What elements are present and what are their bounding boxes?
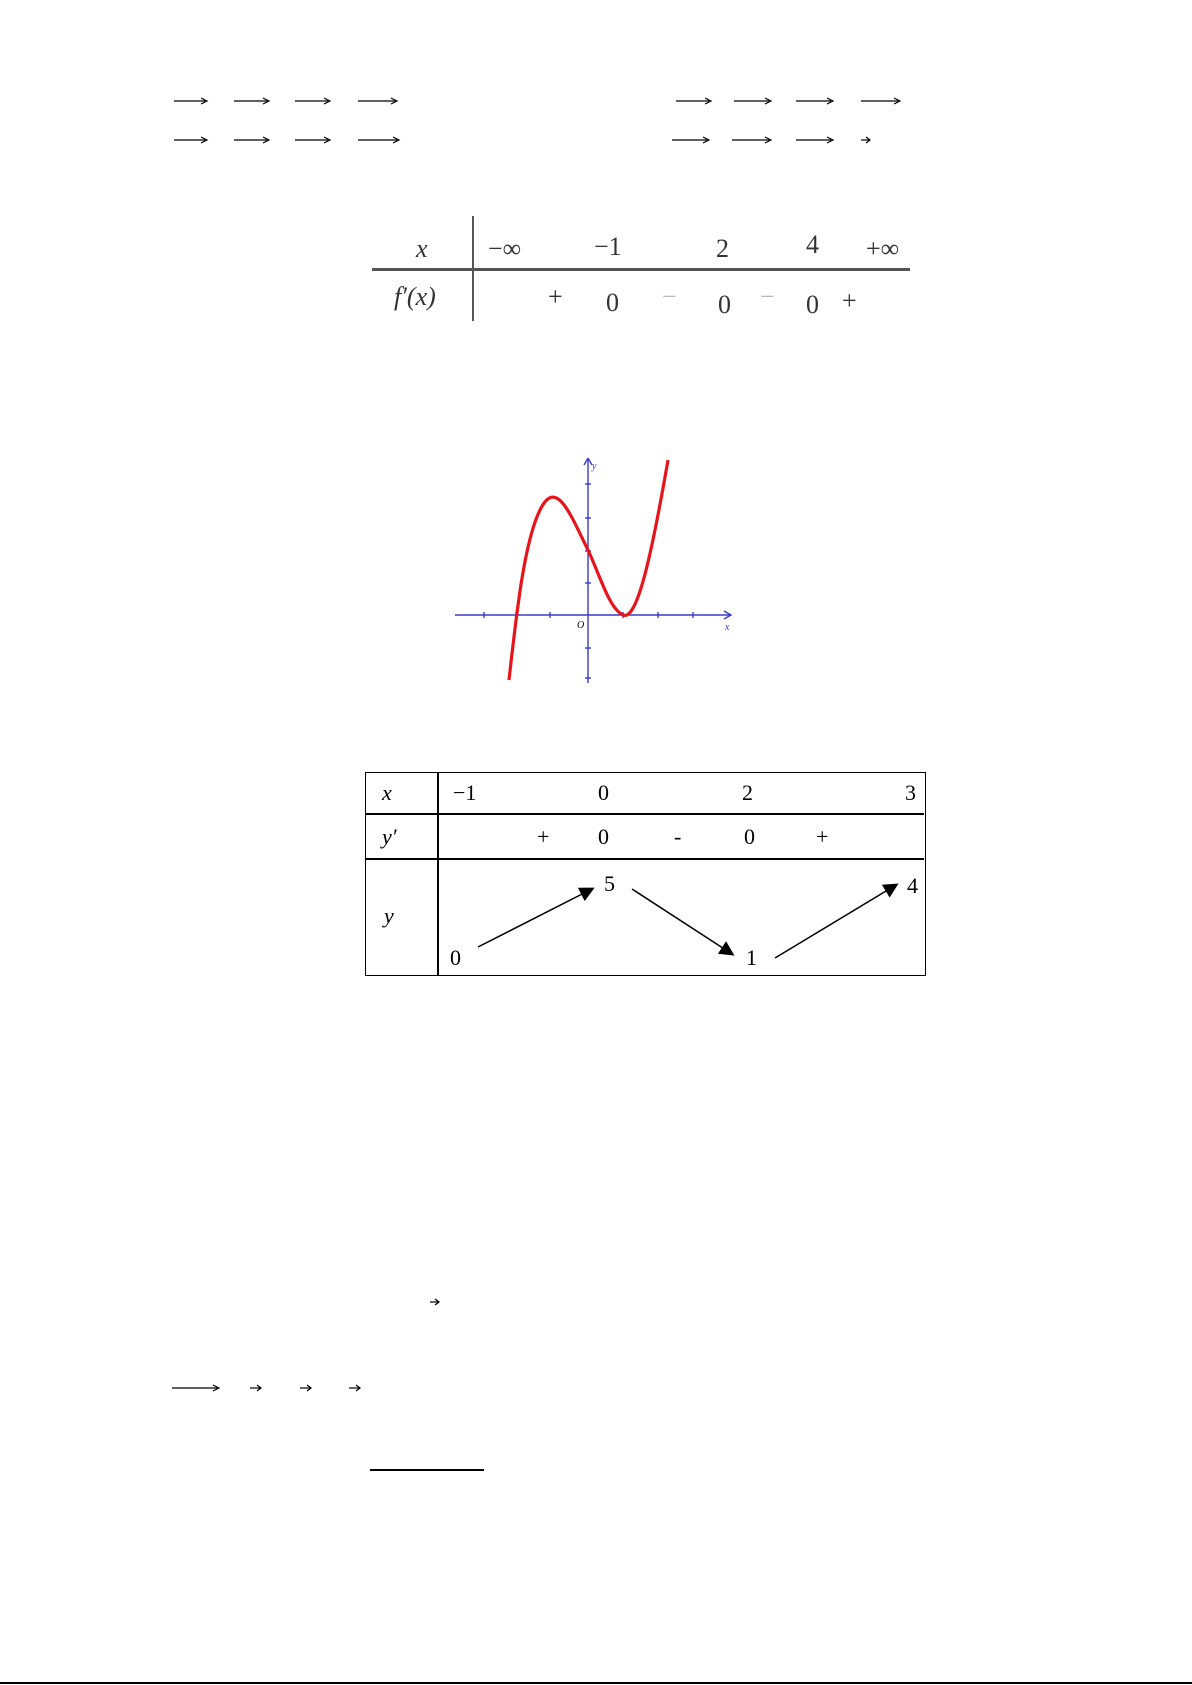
sign-table-x-value: −1: [594, 232, 622, 261]
graph-y-label: y: [592, 461, 597, 472]
variation-yprime-sign: +: [816, 824, 829, 849]
vector-arrow: [234, 135, 270, 145]
variation-y-value: 5: [604, 871, 615, 896]
sign-table-x-label: x: [416, 234, 428, 263]
sign-table-sign: +: [548, 282, 563, 311]
vector-arrow: [250, 1383, 262, 1393]
variation-x-value: 0: [598, 780, 609, 805]
sign-table-sign: 0: [718, 290, 731, 319]
sign-table-sign: +: [842, 286, 857, 315]
vector-arrow: [796, 135, 834, 145]
vector-arrow: [174, 96, 208, 106]
variation-yprime-sign: 0: [598, 824, 609, 849]
variation-y-value: 1: [746, 945, 757, 970]
vector-arrow: [174, 135, 208, 145]
vector-arrow: [172, 1383, 220, 1393]
table-divider-horizontal: [372, 268, 910, 271]
vector-arrow: [234, 96, 270, 106]
variation-yprime-label: y′: [382, 824, 397, 849]
vector-arrow: [430, 1297, 440, 1307]
vector-arrow: [734, 96, 772, 106]
sign-table-x-value: −∞: [488, 234, 522, 263]
derivative-sign-table: [372, 216, 912, 326]
variation-y-value: 4: [907, 873, 918, 898]
vector-arrow: [676, 96, 712, 106]
vector-arrow: [300, 1383, 312, 1393]
vector-arrow: [672, 135, 710, 145]
sign-table-x-value: +∞: [866, 234, 900, 263]
sign-table-sign: −: [662, 282, 677, 311]
decreasing-arrow: [632, 889, 732, 954]
sign-table-sign: 0: [806, 290, 819, 319]
variation-x-value: −1: [453, 780, 477, 805]
variation-x-value: 3: [905, 780, 916, 805]
sign-table-sign: 0: [606, 288, 619, 317]
vector-arrow: [349, 1383, 361, 1393]
variation-x-value: 2: [742, 780, 753, 805]
variation-arrows: [366, 773, 926, 977]
variation-x-label: x: [382, 780, 392, 805]
vector-arrow: [358, 96, 398, 106]
sign-table-fprime-label: f′(x): [394, 282, 436, 311]
graph-origin-label: O: [577, 620, 585, 631]
variation-yprime-sign: 0: [744, 824, 755, 849]
variation-y-value: 0: [450, 945, 461, 970]
vector-arrow: [295, 135, 331, 145]
vector-arrow: [358, 135, 400, 145]
variation-y-label: y: [384, 903, 394, 928]
increasing-arrow: [478, 889, 592, 947]
variation-table: [365, 772, 926, 976]
graph-x-label: x: [725, 622, 730, 633]
sign-table-x-value: 2: [716, 234, 729, 263]
vector-arrow: [861, 135, 871, 145]
increasing-arrow: [775, 885, 896, 958]
fraction-bar: [370, 1469, 484, 1471]
cubic-function-graph: [455, 458, 735, 683]
variation-yprime-sign: -: [674, 824, 682, 849]
variation-yprime-sign: +: [537, 824, 550, 849]
vector-arrow: [732, 135, 772, 145]
vector-arrow: [861, 96, 901, 106]
sign-table-sign: −: [760, 282, 775, 311]
sign-table-x-value: 4: [806, 230, 819, 259]
vector-arrow: [796, 96, 834, 106]
page-bottom-rule: [0, 1682, 1192, 1684]
vector-arrow: [295, 96, 331, 106]
